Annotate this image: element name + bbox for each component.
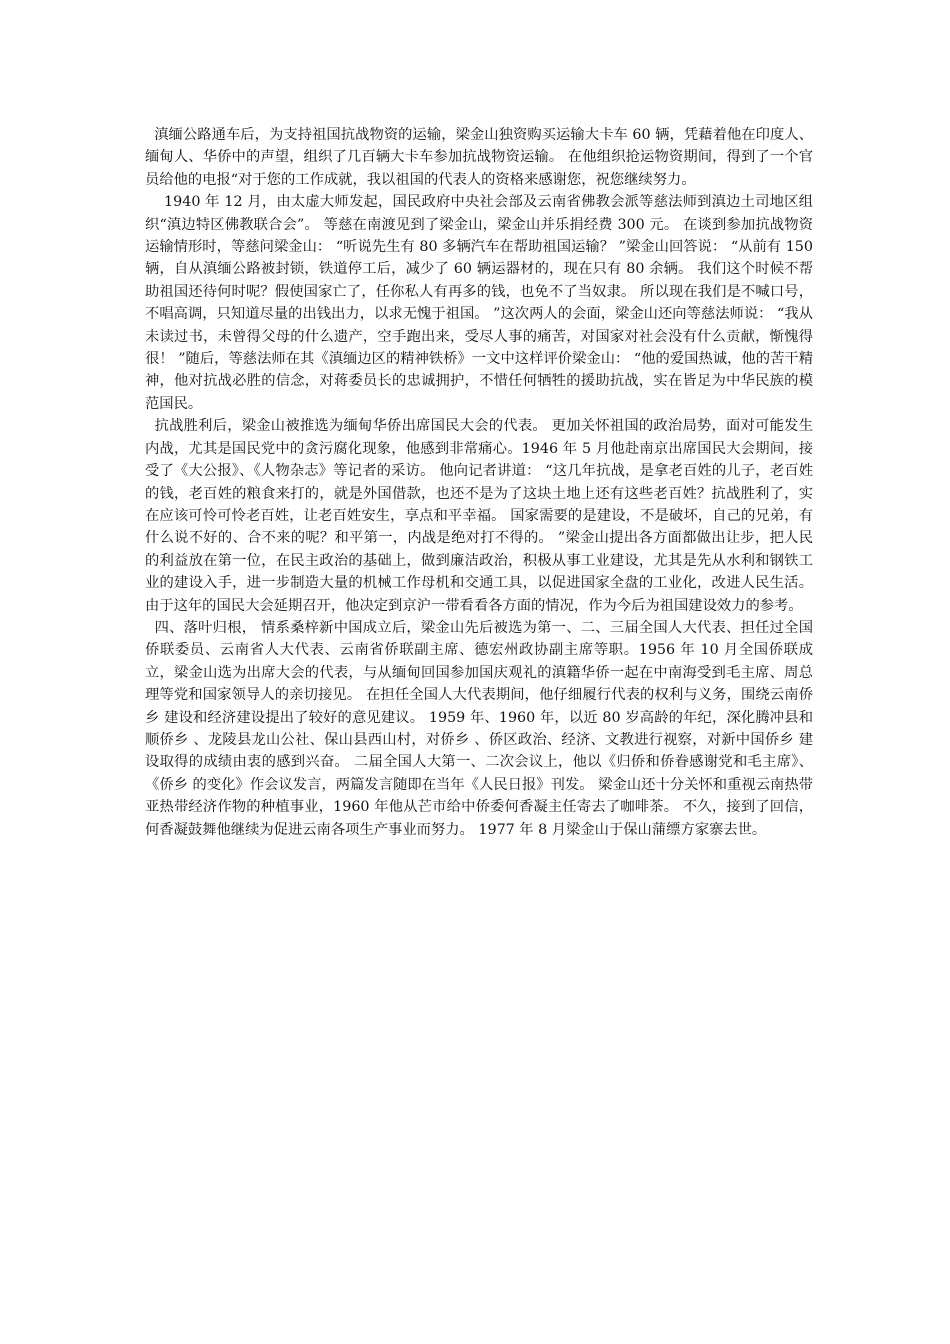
paragraph-4: 四、落叶归根， 情系桑梓新中国成立后，梁金山先后被选为第一、二、三届全国人大代表、担任过全国侨联委员、云南省人大代表、云南省侨联副主席、德宏州政协副主席等职。1956 年 10 月全国侨联成立，梁金山选为出席大会的代表，与从缅甸回国参加国庆观礼的滇籍华侨一起在中南海受到毛主席、周总理等党和国家领导人的亲切接见。 在担任全国人大代表期间，他仔细履行代表的权利与义务，围绕云南侨乡 建设和经济建设提出了较好的意见建议。 1959 年、1960 年，以近 80 岁高龄的年纪，深化腾冲县和顺侨乡 、龙陵县龙山公社、保山县西山村，对侨乡 、侨区政治、经济、文教进行视察，对新中国侨乡 建设取得的成绩由衷的感到兴奋。 二届全国人大第一、二次会议上，他以《归侨和侨眷感谢党和毛主席》、《侨乡 的变化》作会议发言，两篇发言随即在当年《人民日报》刊发。 梁金山还十分关怀和重视云南热带亚热带经济作物的种植事业，1960 年他从芒市给中侨委何香凝主任寄去了咖啡茶。 不久，接到了回信，何香凝鼓舞他继续为促进云南各项生产事业而努力。 1977 年 8 月梁金山于保山蒲缥方家寨去世。 [145,619,813,838]
paragraph-2: 1940 年 12 月，由太虚大师发起，国民政府中央社会部及云南省佛教会派等慈法师到滇边土司地区组织“滇边特区佛教联合会”。 等慈在南渡见到了梁金山，梁金山并乐捐经费 300 元。 在谈到参加抗战物资运输情形时，等慈问梁金山： “听说先生有 80 多辆汽车在帮助祖国运输？ ”梁金山回答说： “从前有 150 辆，自从滇缅公路被封锁，铁道停工后，减少了 60 辆运器材的，现在只有 80 余辆。 我们这个时候不帮助祖国还待何时呢？假使国家亡了，任你私人有再多的钱，也免不了当奴隶。 所以现在我们是不喊口号，不唱高调，只知道尽量的出钱出力，以求无愧于祖国。 ”这次两人的会面，梁金山还向等慈法师说： “我从未读过书，未曾得父母的什么遗产，空手跑出来，受尽人事的痛苦，对国家对社会没有什么贡献，惭愧得很！ ”随后，等慈法师在其《滇缅边区的精神铁桥》一文中这样评价梁金山： “他的爱国热诚，他的苦干精神，他对抗战必胜的信念，对蒋委员长的忠诚拥护，不惜任何牺牲的援助抗战，实在皆足为中华民族的模范国民。 [145,194,818,412]
article-body [145,124,818,841]
paragraph-3: 抗战胜利后，梁金山被推选为缅甸华侨出席国民大会的代表。 更加关怀祖国的政治局势，面对可能发生内战，尤其是国民党中的贪污腐化现象，他感到非常痛心。1946 年 5 月他赴南京出席国民大会期间，接受了《大公报》、《人物杂志》等记者的采访。 他向记者讲道： “这几年抗战，是拿老百姓的儿子，老百姓的钱，老百姓的粮食来打的，就是外国借款，也还不是为了这块土地上还有这些老百姓？抗战胜利了，实在应该可怜可怜老百姓，让老百姓安生，享点和平幸福。 国家需要的是建设，不是破坏，自己的兄弟，有什么说不好的、合不来的呢？和平第一，内战是绝对打不得的。 ”梁金山提出各方面都做出让步，把人民的利益放在第一位，在民主政治的基础上，做到廉洁政治，积极从事工业建设，尤其是先从水利和钢铁工业的建设入手，进一步制造大量的机械工作母机和交通工具，以促进国家全盘的工业化，改进人民生活。 由于这年的国民大会延期召开，他决定到京沪一带看看各方面的情况，作为今后为祖国建设效力的参考。 [145,418,818,614]
paragraph-1: 滇缅公路通车后，为支持祖国抗战物资的运输，梁金山独资购买运输大卡车 60 辆，凭藉着他在印度人、缅甸人、华侨中的声望，组织了几百辆大卡车参加抗战物资运输。 在他组织抢运物资期间，得到了一个官员给他的电报“对于您的工作成就，我以祖国的代表人的资格来感谢您，祝您继续努力。 [145,127,813,188]
